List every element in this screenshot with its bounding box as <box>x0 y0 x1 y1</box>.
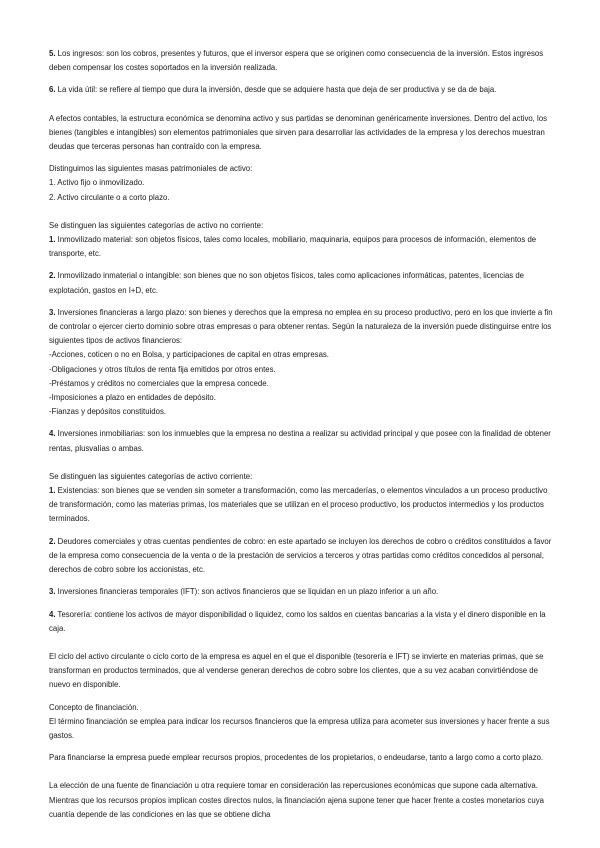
item-number: 6. <box>49 85 56 95</box>
item-text: La vida útil: se refiere al tiempo que dura la inversión, desde que se adquiere hasta que deja de ser productiva y se da de baja. <box>55 85 497 95</box>
no-corriente-heading: Se distinguen las siguientes categorías de activo no corriente: <box>49 220 264 230</box>
sub-item: -Fianzas y depósitos constituidos. <box>49 407 167 417</box>
sub-item: -Préstamos y créditos no comerciales que la empresa concede. <box>49 378 269 388</box>
item-number: 1. <box>49 235 56 245</box>
item-vida-util <box>49 83 557 97</box>
item-number: 4. <box>49 429 56 439</box>
item-ift <box>49 585 557 599</box>
item-text: Los ingresos: son los cobros, presentes y futuros, que el inversor espera que se originen como consecuencia de la inversión. Estos ingresos deben compensar los costes soportados en la inversión realizada. <box>49 49 544 73</box>
item-number: 3. <box>49 587 56 597</box>
item-inversiones-inmobiliarias <box>49 427 557 455</box>
sub-item: -Imposiciones a plazo en entidades de depósito. <box>49 393 216 403</box>
item-deudores <box>49 535 557 578</box>
item-text: Existencias: son bienes que se venden sin someter a transformación, como las mercaderías, o elementos vinculados a un proceso productivo de transformación, como las materias primas, los materiales que se utilizan en el proceso productivo, los productos intermedios y los productos terminados. <box>49 486 548 524</box>
paragraph-eleccion-fuente: La elección de una fuente de financiación u otra requiere tomar en consideración las repercusiones económicas que supone cada alternativa. Mientras que los recursos propios implican costes directos nulos, la financiación ajena supone tener que hacer frente a costes monetarios cuya cuantía depende de las condiciones en las que se obtiene dicha <box>49 781 544 819</box>
masa-item: 2. Activo circulante o a corto plazo. <box>49 192 170 202</box>
item-ingresos <box>49 47 557 75</box>
item-text: Deudores comerciales y otras cuentas pendientes de cobro: en este apartado se incluyen los derechos de cobro o créditos constituidos a favor de la empresa como consecuencia de la venta o de la prestación de servicios a terceros y otras partidas como créditos concedidos al personal, derechos de cobro sobre los accionistas, etc. <box>49 536 552 575</box>
item-inmovilizado-material <box>49 233 557 261</box>
item-text: Inmovilizado inmaterial o intangible: son bienes que no son objetos físicos, tales como aplicaciones informáticas, patentes, licencias de explotación, gastos en I+D, etc. <box>49 271 525 295</box>
item-existencias <box>49 484 557 527</box>
corriente-heading: Se distinguen las siguientes categorías de activo corriente: <box>49 471 253 481</box>
sub-item: -Acciones, coticen o no en Bolsa, y participaciones de capital en otras empresas. <box>49 350 329 360</box>
item-tesoreria <box>49 608 557 636</box>
item-number: 1. <box>49 486 56 496</box>
masas-intro: Distinguimos las siguientes masas patrimoniales de activo: <box>49 164 253 174</box>
paragraph-financiacion: El término financiación se emplea para indicar los recursos financieros que la empresa utiliza para acometer sus inversiones y hacer frente a sus gastos. <box>49 716 550 740</box>
item-number: 2. <box>49 271 56 281</box>
item-text: Tesorería: contiene los activos de mayor disponibilidad o liquidez, como los saldos en cuentas bancarias a la vista y el dinero disponible en la caja. <box>49 609 546 633</box>
item-number: 4. <box>49 609 56 619</box>
paragraph-recursos-propios: Para financiarse la empresa puede emplear recursos propios, procedentes de los propietarios, o endeudarse, tanto a largo como a corto plazo. <box>49 753 544 763</box>
section-heading-financiacion: Concepto de financiación. <box>49 702 139 712</box>
paragraph-ciclo-activo: El ciclo del activo circulante o ciclo corto de la empresa es aquel en el que el disponible (tesorería e IFT) se invierte en materias primas, que se transforman en productos terminados, que al venderse generan derechos de cobro sobre los clientes, que a su vez acaban convirtiéndose de nuevo en disponible. <box>49 651 544 690</box>
item-inmovilizado-inmaterial <box>49 269 557 297</box>
item-text: Inversiones financieras temporales (IFT): son activos financieros que se liquidan en un plazo inferior a un año. <box>55 587 439 597</box>
item-number: 2. <box>49 536 56 546</box>
item-text: Inmovilizado material: son objetos físicos, tales como locales, mobiliario, maquinaria, equipos para procesos de información, elementos de transporte, etc. <box>49 235 537 259</box>
item-number: 3. <box>49 307 56 317</box>
masa-item: 1. Activo fijo o inmovilizado. <box>49 178 145 188</box>
item-text: Inversiones inmobiliarias: son los inmuebles que la empresa no destina a realizar su actividad principal y que posee con la finalidad de obtener rentas, plusvalías o ambas. <box>49 429 551 453</box>
item-number: 5. <box>49 49 56 58</box>
sub-item: -Obligaciones y otros títulos de renta fija emitidos por otros entes. <box>49 364 276 374</box>
document-page <box>49 47 557 822</box>
item-inversiones-financieras-lp <box>49 306 557 349</box>
paragraph-efectos-contables: A efectos contables, la estructura económica se denomina activo y sus partidas se denominan genéricamente inversiones. Dentro del activo, los bienes (tangibles e intangibles) son elementos patrimoniales que sirven para desarrollar las actividades de la empresa y los derechos muestran deudas que terceras personas han contraído con la empresa. <box>49 113 547 152</box>
item-text: Inversiones financieras a largo plazo: son bienes y derechos que la empresa no emplea en su proceso productivo, pero en los que invierte a fin de controlar o ejercer cierto dominio sobre otras empresas o para obtener rentas. Según la naturaleza de la inversión puede distinguirse entre los siguientes tipos de activos financieros: <box>49 307 553 346</box>
